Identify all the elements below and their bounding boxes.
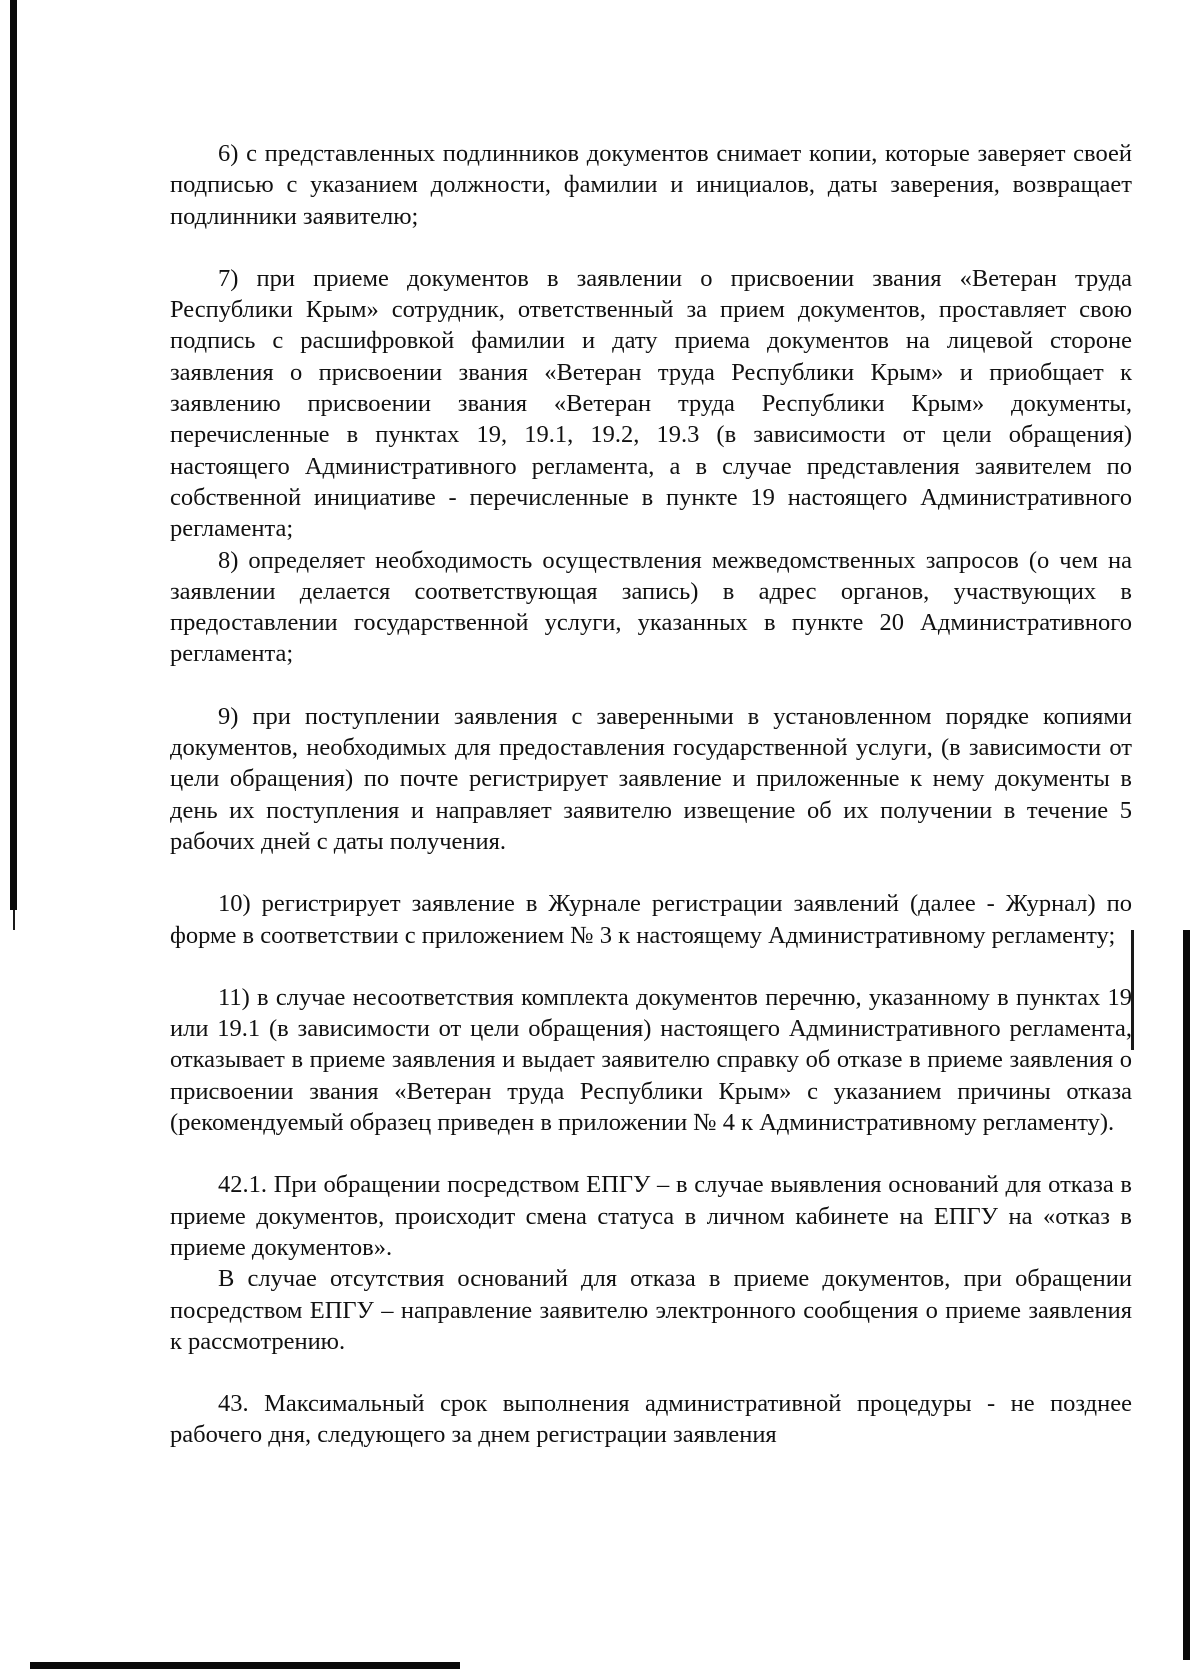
paragraph-item-10: 10) регистрирует заявление в Журнале регистрации заявлений (далее - Журнал) по форме в соответствии с приложением № 3 к настоящему Административному регламенту; [170, 890, 1132, 949]
paragraph-gap [170, 232, 1132, 263]
paragraph-gap [170, 951, 1132, 982]
scan-border-left-tail [13, 910, 15, 930]
document-page [170, 138, 1132, 1451]
paragraph-42-1: 42.1. При обращении посредством ЕПГУ – в случае выявления оснований для отказа в приеме документов, происходит смена статуса в личном кабинете на ЕПГУ на «отказ в приеме документов». [170, 1171, 1132, 1261]
paragraph-gap [170, 670, 1132, 701]
paragraph-42-1-continuation: В случае отсутствия оснований для отказа в приеме документов, при обращении посредством ЕПГУ – направление заявителю электронного сообщения о приеме заявления к рассмотрению. [170, 1265, 1132, 1355]
paragraph-gap [170, 1138, 1132, 1169]
paragraph-item-9: 9) при поступлении заявления с заверенными в установленном порядке копиями документов, необходимых для предоставления государственной услуги, (в зависимости от цели обращения) по почте регистрирует заявление и приложенные к нему документы в день их поступления и направляет заявителю извещение об их получении в течение 5 рабочих дней с даты получения. [170, 702, 1132, 855]
paragraph-item-11: 11) в случае несоответствия комплекта документов перечню, указанному в пунктах 19 или 19.1 (в зависимости от цели обращения) настоящего Административного регламента, отказывает в приеме заявления и выдает заявителю справку об отказе в приеме заявления о присвоении звания «Ветеран труда Республики Крым» с указанием причины отказа (рекомендуемый образец приведен в приложении № 4 к Административному регламенту). [170, 983, 1132, 1137]
scan-border-bottom [30, 1662, 460, 1669]
paragraph-item-6: 6) с представленных подлинников документов снимает копии, которые заверяет своей подписью с указанием должности, фамилии и инициалов, даты заверения, возвращает подлинники заявителю; [170, 140, 1132, 230]
paragraph-gap [170, 857, 1132, 888]
paragraph-item-8: 8) определяет необходимость осуществления межведомственных запросов (о чем на заявлении делается соответствующая запись) в адрес органов, участвующих в предоставлении государственной услуги, указанных в пункте 20 Административного регламента; [170, 546, 1132, 668]
paragraph-item-7: 7) при приеме документов в заявлении о присвоении звания «Ветеран труда Республики Крым» сотрудник, ответственный за прием документов, проставляет свою подпись с расшифровкой фамилии и дату приема документов на лицевой стороне заявления о присвоении звания «Ветеран труда Республики Крым» и приобщает к заявлению присвоении звания «Ветеран труда Республики Крым» документы, перечисленные в пунктах 19, 19.1, 19.2, 19.3 (в зависимости от цели обращения) настоящего Административного регламента, а в случае представления заявителем по собственной инициативе - перечисленные в пункте 19 настоящего Административного регламента; [170, 264, 1132, 543]
paragraph-gap [170, 1357, 1132, 1388]
paragraph-43: 43. Максимальный срок выполнения административной процедуры - не позднее рабочего дня, следующего за днем регистрации заявления [170, 1390, 1132, 1449]
scan-border-right [1183, 930, 1190, 1660]
scan-border-left [10, 0, 17, 910]
